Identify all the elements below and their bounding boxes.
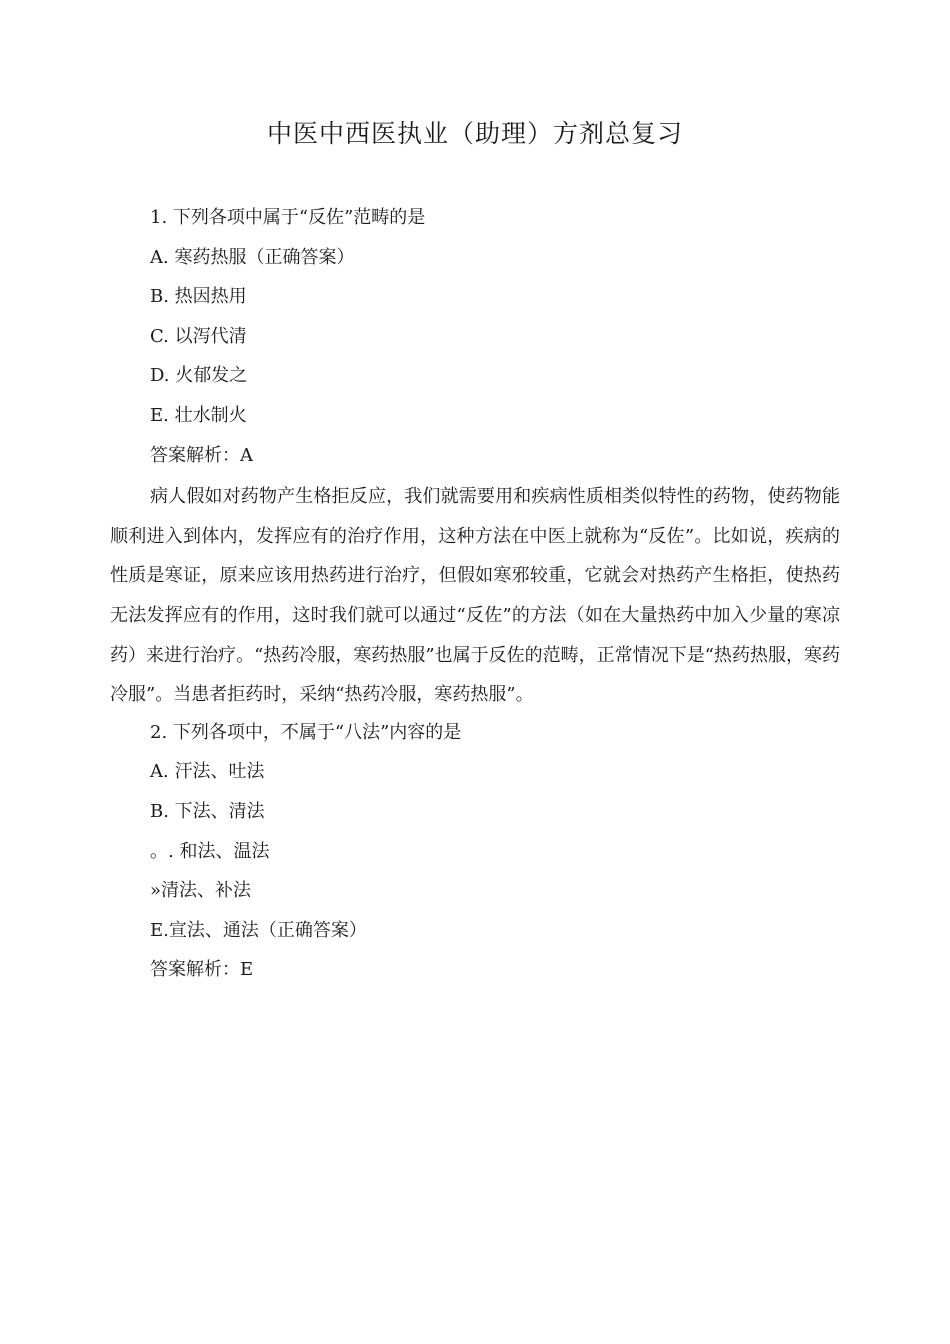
question-1-option-e: E. 壮水制火 bbox=[150, 404, 247, 426]
explanation-line: 少量的寒凉药）来进行治疗。“热药冷服，寒药热服”也属于反佐的范畴，正常情况下是“热 bbox=[110, 604, 841, 666]
question-2-option-e: E.宣法、通法（正确答案） bbox=[150, 919, 367, 941]
question-2-option-c: 。. 和法、温法 bbox=[150, 840, 270, 862]
question-1-stem: 1. 下列各项中属于“反佐”范畴的是 bbox=[150, 207, 426, 228]
explanation-line: 说，疾病的性质是寒证，原来应该用热药进行治疗，但假如寒邪较重，它就会对热药产生格 bbox=[110, 525, 841, 587]
document-title: 中医中西医执业（助理）方剂总复习 bbox=[266, 119, 683, 148]
question-1-option-a: A. 寒药热服（正确答案） bbox=[150, 246, 355, 268]
question-2-answer: 答案解析：E bbox=[150, 959, 254, 981]
question-1-explanation bbox=[110, 477, 840, 715]
explanation-line: 使药物能顺利进入到体内，发挥应有的治疗作用，这种方法在中医上就称为“反佐”。比如 bbox=[110, 486, 841, 547]
question-1-option-d: D. 火郁发之 bbox=[150, 365, 248, 387]
question-1-option-b: B. 热因热用 bbox=[150, 286, 247, 308]
explanation-line: 药热服，寒药冷服”。当患者拒药时，采纳“热药冷服，寒药热服”。 bbox=[110, 644, 841, 706]
question-2-stem: 2. 下列各项中，不属于“八法”内容的是 bbox=[150, 721, 462, 743]
question-1-option-c: C. 以泻代清 bbox=[150, 325, 247, 347]
question-2-option-a: A. 汗法、吐法 bbox=[150, 761, 265, 783]
question-2-option-d: »清法、补法 bbox=[150, 880, 252, 902]
document-body bbox=[110, 200, 840, 992]
explanation-line: 病人假如对药物产生格拒反应，我们就需要用和疾病性质相类似特性的药物， bbox=[150, 486, 768, 508]
question-2-option-b: B. 下法、清法 bbox=[150, 800, 265, 822]
explanation-line: 拒，使热药无法发挥应有的作用，这时我们就可以通过“反佐”的方法（如在大量热药中加入 bbox=[110, 565, 841, 626]
question-1-answer: 答案解析：A bbox=[150, 444, 253, 466]
